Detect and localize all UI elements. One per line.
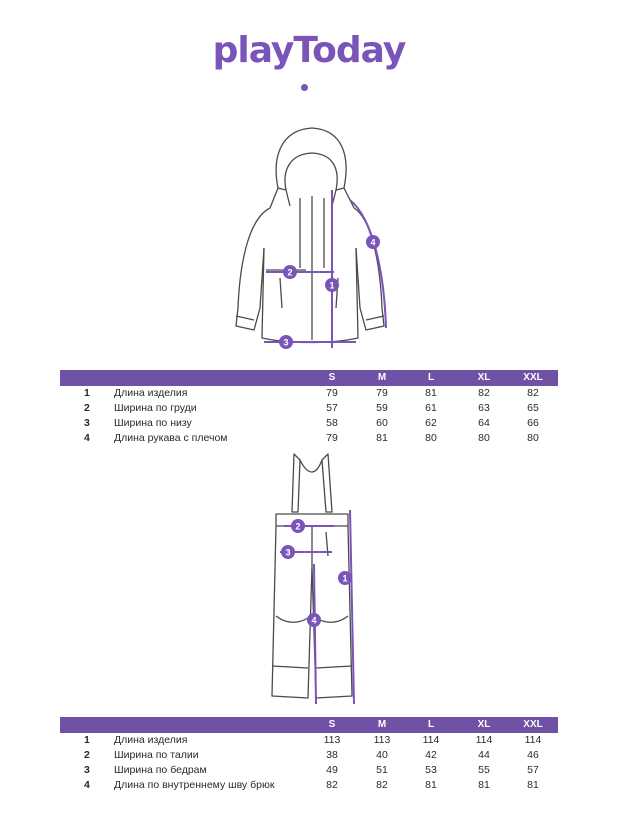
cell-value: 40 xyxy=(376,749,388,761)
table-row xyxy=(60,763,558,778)
pants-marker-3: 3 xyxy=(285,547,291,558)
pants-marker-1: 1 xyxy=(342,573,348,584)
size-header-row xyxy=(60,370,558,386)
cell-value: 49 xyxy=(326,764,338,776)
row-label: Ширина по низу xyxy=(114,417,192,429)
cell-value: 46 xyxy=(527,749,539,761)
row-label: Длина по внутреннему шву брюк xyxy=(114,779,275,791)
cell-value: 82 xyxy=(326,779,338,791)
size-xxl: XXL xyxy=(523,372,543,383)
table-row xyxy=(60,748,558,763)
size-m: M xyxy=(377,719,387,730)
row-number: 2 xyxy=(84,749,90,761)
cell-value: 114 xyxy=(524,734,542,746)
brand-logo: playToday xyxy=(212,30,406,71)
table-row xyxy=(60,431,558,446)
cell-value: 57 xyxy=(326,402,338,414)
row-number: 2 xyxy=(84,402,90,414)
cell-value: 64 xyxy=(478,417,490,429)
row-number: 4 xyxy=(84,779,90,791)
jacket-marker-3: 3 xyxy=(283,337,289,348)
cell-value: 82 xyxy=(478,387,490,399)
pants-marker-4: 4 xyxy=(311,615,317,626)
row-number: 3 xyxy=(84,417,90,429)
size-s: S xyxy=(328,719,336,730)
cell-value: 81 xyxy=(527,779,539,791)
row-label: Длина рукава с плечом xyxy=(114,432,228,444)
cell-value: 81 xyxy=(425,779,437,791)
cell-value: 42 xyxy=(425,749,437,761)
jacket-size-table xyxy=(60,370,558,446)
size-xl: XL xyxy=(477,719,491,730)
pants-marker-2: 2 xyxy=(295,521,301,532)
cell-value: 51 xyxy=(376,764,388,776)
size-header-row xyxy=(60,717,558,733)
cell-value: 81 xyxy=(478,779,490,791)
cell-value: 82 xyxy=(527,387,539,399)
table-row xyxy=(60,733,558,748)
table-row xyxy=(60,401,558,416)
jacket-marker-1: 1 xyxy=(329,280,335,291)
cell-value: 60 xyxy=(376,417,388,429)
cell-value: 55 xyxy=(478,764,490,776)
size-m: M xyxy=(377,372,387,383)
cell-value: 82 xyxy=(376,779,388,791)
cell-value: 53 xyxy=(425,764,437,776)
size-xl: XL xyxy=(477,372,491,383)
table-row xyxy=(60,416,558,431)
pants-size-table xyxy=(60,717,558,793)
cell-value: 80 xyxy=(425,432,437,444)
cell-value: 81 xyxy=(425,387,437,399)
cell-value: 57 xyxy=(527,764,539,776)
cell-value: 66 xyxy=(527,417,539,429)
jacket-marker-2: 2 xyxy=(287,267,293,278)
row-label: Длина изделия xyxy=(114,387,188,399)
row-number: 1 xyxy=(84,734,90,746)
row-label: Длина изделия xyxy=(114,734,188,746)
jacket-drawing xyxy=(220,118,400,358)
row-label: Ширина по бедрам xyxy=(114,764,207,776)
row-label: Ширина по груди xyxy=(114,402,197,414)
cell-value: 58 xyxy=(326,417,338,429)
row-number: 1 xyxy=(84,387,90,399)
size-xxl: XXL xyxy=(523,719,543,730)
cell-value: 38 xyxy=(326,749,338,761)
cell-value: 80 xyxy=(478,432,490,444)
cell-value: 59 xyxy=(376,402,388,414)
cell-value: 80 xyxy=(527,432,539,444)
row-number: 4 xyxy=(84,432,90,444)
cell-value: 113 xyxy=(373,734,391,746)
cell-value: 81 xyxy=(376,432,388,444)
cell-value: 79 xyxy=(326,387,338,399)
row-number: 3 xyxy=(84,764,90,776)
cell-value: 63 xyxy=(478,402,490,414)
jacket-marker-4: 4 xyxy=(370,237,376,248)
cell-value: 44 xyxy=(478,749,490,761)
row-label: Ширина по талии xyxy=(114,749,199,761)
size-s: S xyxy=(328,372,336,383)
pants-drawing xyxy=(262,446,362,710)
table-row xyxy=(60,386,558,401)
cell-value: 61 xyxy=(425,402,437,414)
cell-value: 65 xyxy=(527,402,539,414)
logo-dot xyxy=(301,84,308,91)
size-l: L xyxy=(427,372,435,383)
table-row xyxy=(60,778,558,793)
cell-value: 113 xyxy=(323,734,341,746)
cell-value: 114 xyxy=(475,734,493,746)
size-l: L xyxy=(427,719,435,730)
cell-value: 79 xyxy=(326,432,338,444)
cell-value: 79 xyxy=(376,387,388,399)
cell-value: 62 xyxy=(425,417,437,429)
cell-value: 114 xyxy=(422,734,440,746)
